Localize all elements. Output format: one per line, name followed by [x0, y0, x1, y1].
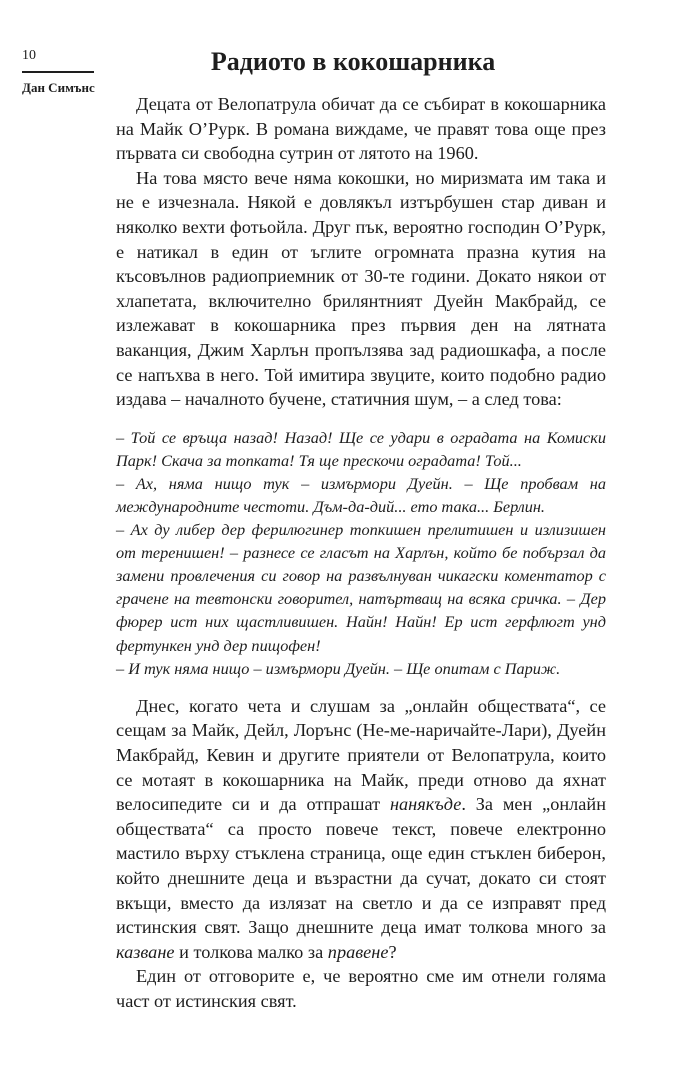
paragraph-3-text-4: ?	[388, 941, 397, 962]
dialog-line-2: – Ах, няма нищо тук – измърмори Дуейн. – Ще пробвам на международните честоти. Дъм-да-дий... ето така... Берлин.	[116, 473, 606, 516]
paragraph-1: Децата от Велопатрула обичат да се събират в кокошарника на Майк О’Рурк. В романа виждаме, че правят това още през първата си свободна сутрин от лятото на 1960.	[116, 94, 606, 164]
paragraph-2: На това място вече няма кокошки, но миризмата им така и не е изчезнала. Някой е довлякъл изтърбушен стар диван и няколко вехти фотьойла. Друг пък, вероятно господин О’Рурк, е натикал в един от ъглите огромната празна кутия на късовълнов радиоприемник от 30-те години. Докато някои от хлапетата, включително брилянтният Дуейн Макбрайд, се излежават в кокошарника през първия ден на лятната ваканция, Джим Харлън пропълзява зад радиошкафа, а после се напъхва в него. Той имитира звуците, които подобно радио издава – началното бучене, статичния шум, – а след това:	[116, 167, 606, 410]
chapter-title: Радиото в кокошарника	[210, 47, 496, 76]
dialog-line-1: – Той се връща назад! Назад! Ще се удари в оградата на Комиски Парк! Скача за топката! Тя ще прескочи оградата! Той...	[116, 427, 606, 470]
dialog-block	[116, 426, 606, 680]
paragraph-3-text-2: . За мен „онлайн обществата“ са просто повече текст, повече електронно мастило върху стъклена страница, още един стъклен биберон, който днешните деца и възрастни да сучат, докато си стоят вкъщи, вместо да излязат на светло и да се изправят пред истинския свят. Защо днешните деца имат толкова много за	[116, 794, 606, 938]
emphasis-pravene: правене	[327, 941, 389, 962]
dialog-line-3: – Ах ду либер дер ферилюгинер топкишен прелитишен и излизишен от теренишен! – разнесе се гласът на Харлън, който бе побързал да замени провлечения си говор на развълнуван чикагски коментатор с грачене на тевтонски говорител, натъртващ на всяка сричка. – Дер фюрер ист них щастливишен. Найн! Найн! Ер ист герфлюгт унд фертункен унд дер пищофен!	[116, 520, 606, 655]
page-number: 10	[22, 48, 36, 63]
paragraph-3-text-1: Днес, когато чета и слушам за „онлайн обществата“, се сещам за Майк, Дейл, Лорънс (Не-ме-наричайте-Лари), Дуейн Макбрайд, Кевин и другите приятели от Велопатрула, които се мотаят в кокошарника на Майк, преди отново да яхнат велосипедите си и да отпрашат	[116, 695, 606, 815]
paragraph-4: Един от отговорите е, че вероятно сме им отнели голяма част от истинския свят.	[116, 966, 606, 1011]
body-text	[116, 92, 606, 1013]
emphasis-nanyakade: нанякъде	[389, 794, 462, 815]
emphasis-kazvane: казване	[116, 941, 175, 962]
paragraph-3-text-3: и толкова малко за	[174, 941, 328, 962]
dialog-line-4: – И тук няма нищо – измърмори Дуейн. – Ще опитам с Париж.	[116, 658, 561, 678]
author-name: Дан Симънс	[22, 80, 95, 95]
paragraph-3	[116, 694, 606, 965]
header-rule	[22, 71, 94, 73]
